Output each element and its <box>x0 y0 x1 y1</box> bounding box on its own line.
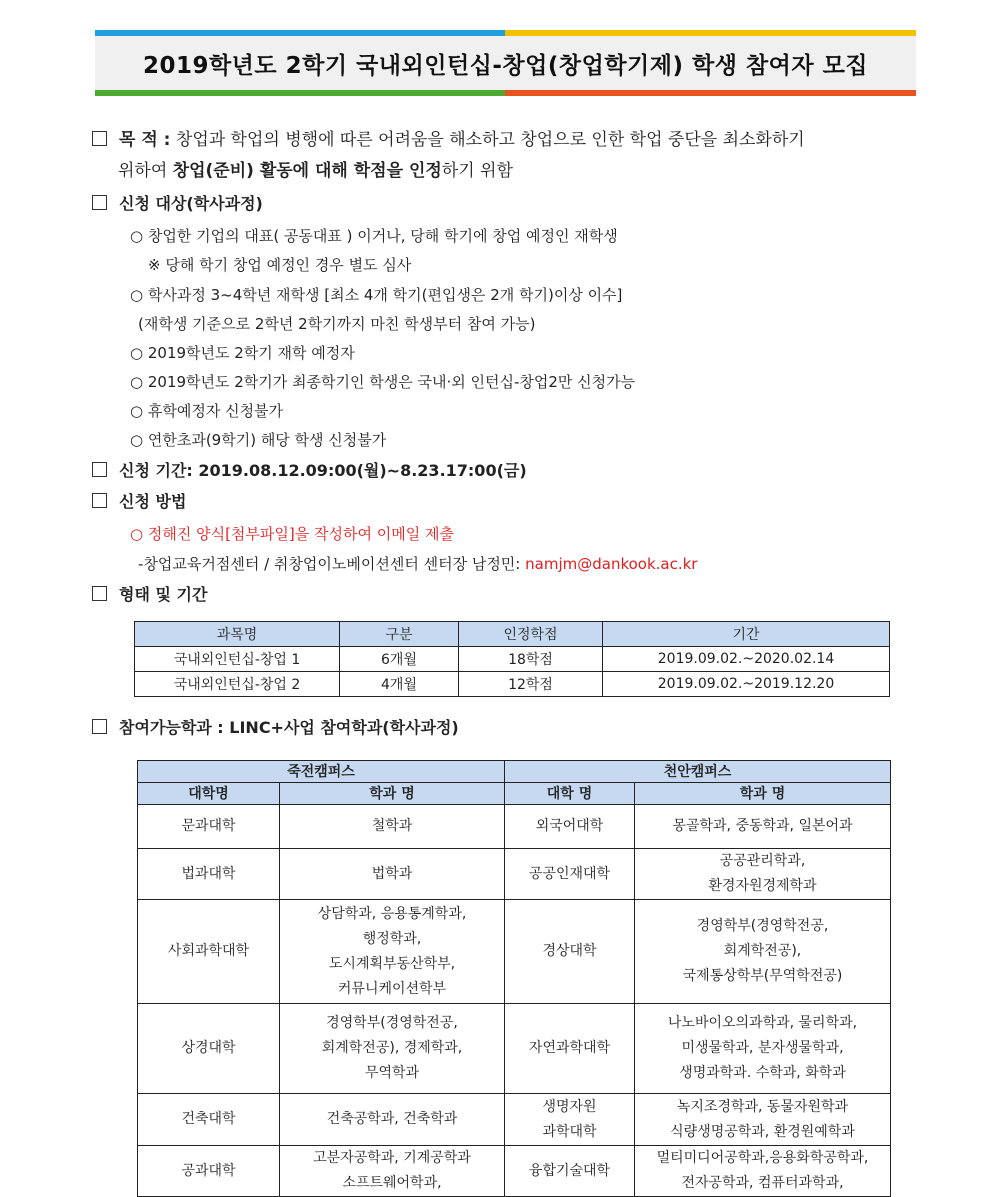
dept-line: 법학과 <box>371 865 413 882</box>
eligibility-item: ○ 학사과정 3~4학년 재학생 [최소 4개 학기(편입생은 2개 학기)이상 이수] <box>130 286 623 304</box>
method-line2 <box>138 554 697 574</box>
purpose-line2 <box>118 161 513 181</box>
campus-cheonan: 천안캠퍼스 <box>505 761 891 783</box>
college-name: 공과대학 <box>181 1162 236 1179</box>
col-credit: 인정학점 <box>459 622 603 647</box>
table-row <box>135 647 890 672</box>
dept-line: 소프트웨어학과, <box>342 1175 442 1191</box>
dept-line: 철학과 <box>371 818 413 834</box>
eligibility-heading <box>92 194 263 214</box>
dept-line: 커뮤니케이션학부 <box>337 980 447 997</box>
dept-line: 공공관리학과, <box>719 853 806 869</box>
checkbox-icon <box>92 195 107 210</box>
college-name: 상경대학 <box>181 1040 236 1056</box>
college-cell <box>138 849 280 900</box>
dept-line: 경영학부(경영학전공, <box>696 918 829 934</box>
purpose-label: 목 적 : <box>119 130 171 150</box>
dept-line: 미생물학과, 분자생물학과, <box>681 1040 844 1056</box>
college-name: 경상대학 <box>542 943 597 959</box>
dept-cell <box>280 1004 505 1094</box>
dept-line: 상담학과, 응용통계학과, <box>317 905 467 922</box>
college-name: 공공인재대학 <box>528 865 611 882</box>
college-cell <box>138 1146 280 1197</box>
dept-cell <box>280 1094 505 1146</box>
college-name: 법과대학 <box>181 865 236 882</box>
table-cell: 2019.09.02.~2019.12.20 <box>603 672 890 697</box>
college-cell <box>505 900 635 1004</box>
purpose-line1 <box>92 130 805 150</box>
method-heading <box>92 492 186 512</box>
college-name: 자연과학대학 <box>528 1040 611 1056</box>
column-header-row <box>138 783 891 805</box>
dept-line: 생명과학과. 수학과, 화학과 <box>679 1065 846 1081</box>
college-cell <box>138 1094 280 1146</box>
table-cell: 6개월 <box>340 647 459 672</box>
eligibility-item: ○ 2019학년도 2학기 재학 예정자 <box>130 344 355 362</box>
purpose-pre: 위하여 <box>118 161 173 181</box>
dept-cell <box>635 900 891 1004</box>
type-period-heading-text: 형태 및 기간 <box>119 585 208 604</box>
college-cell <box>505 1094 635 1146</box>
departments-table <box>137 760 891 1197</box>
email-link[interactable]: namjm@dankook.ac.kr <box>525 555 698 573</box>
dept-line: 국제통상학부(무역학전공) <box>682 968 843 984</box>
table-cell: 18학점 <box>459 647 603 672</box>
campus-header-row <box>138 761 891 783</box>
table-cell: 12학점 <box>459 672 603 697</box>
dept-line: 몽골학과, 중동학과, 일본어과 <box>672 818 853 834</box>
col-type: 구분 <box>340 622 459 647</box>
eligibility-note: (재학생 기준으로 2학년 2학기까지 마친 학생부터 참여 가능) <box>138 315 536 333</box>
col-dept: 학과 명 <box>280 783 505 805</box>
eligibility-heading-text: 신청 대상(학사과정) <box>119 194 263 213</box>
table-cell: 국내외인턴십-창업 2 <box>135 672 340 697</box>
table-row <box>138 1094 891 1146</box>
dept-cell <box>280 900 505 1004</box>
college-name: 건축대학 <box>181 1111 236 1127</box>
dept-cell <box>635 1146 891 1197</box>
table-row <box>138 805 891 849</box>
college-cell <box>505 1146 635 1197</box>
dept-line: 멀티미디어공학과,응용화학공학과, <box>656 1150 869 1166</box>
dept-line: 회계학전공), 경제학과, <box>321 1040 463 1056</box>
dept-line: 식량생명공학과, 환경원예학과 <box>670 1123 855 1140</box>
eligibility-item: ○ 연한초과(9학기) 해당 학생 신청불가 <box>130 431 387 449</box>
eligibility-item: ○ 창업한 기업의 대표( 공동대표 ) 이거나, 당해 학기에 창업 예정인 재학생 <box>130 227 618 245</box>
college-name: 융합기술대학 <box>528 1162 611 1179</box>
college-name: 과학대학 <box>542 1123 597 1140</box>
checkbox-icon <box>92 586 107 601</box>
college-cell <box>138 1004 280 1094</box>
table-cell: 국내외인턴십-창업 1 <box>135 647 340 672</box>
departments-heading <box>92 718 459 738</box>
dept-line: 건축공학과, 건축학과 <box>326 1111 458 1127</box>
table-row <box>138 849 891 900</box>
college-name: 생명자원 <box>542 1098 597 1115</box>
eligibility-note: ※ 당해 학기 창업 예정인 경우 별도 심사 <box>148 256 412 274</box>
dept-line: 무역학과 <box>364 1065 420 1081</box>
col-subject: 과목명 <box>135 622 340 647</box>
campus-jukjeon: 죽전캠퍼스 <box>138 761 505 783</box>
table-row <box>138 1146 891 1197</box>
departments-heading-text: 참여가능학과 : LINC+사업 참여학과(학사과정) <box>119 718 459 737</box>
purpose-bold: 창업(준비) 활동에 대해 학점을 인정 <box>172 161 442 181</box>
checkbox-icon <box>92 493 107 508</box>
table-row <box>138 900 891 1004</box>
purpose-post: 하기 위함 <box>441 161 513 181</box>
dept-cell <box>635 805 891 849</box>
table-cell: 2019.09.02.~2020.02.14 <box>603 647 890 672</box>
dept-line: 환경자원경제학과 <box>708 878 817 894</box>
dept-line: 고분자공학과, 기계공학과 <box>313 1150 471 1166</box>
college-name: 사회과학대학 <box>167 943 250 959</box>
college-cell <box>505 849 635 900</box>
method-contact: -창업교육거점센터 / 취창업이노베이션센터 센터장 남정민: <box>138 555 521 573</box>
college-cell <box>138 900 280 1004</box>
dept-cell <box>280 1146 505 1197</box>
dept-line: 행정학과, <box>362 930 422 947</box>
page-title: 2019학년도 2학기 국내외인턴십-창업(창업학기제) 학생 참여자 모집 <box>95 36 916 90</box>
college-cell <box>138 805 280 849</box>
dept-cell <box>635 1094 891 1146</box>
table-row <box>135 672 890 697</box>
dept-line: 나노바이오의과학과, 물리학과, <box>667 1015 858 1031</box>
title-bottom-bar <box>95 90 916 96</box>
type-period-table <box>134 621 890 697</box>
dept-line: 회계학전공), <box>723 943 802 959</box>
col-dept2: 학과 명 <box>635 783 891 805</box>
dept-line: 경영학부(경영학전공, <box>326 1015 458 1031</box>
method-line1: ○ 정해진 양식[첨부파일]을 작성하여 이메일 제출 <box>130 525 454 543</box>
college-cell <box>505 1004 635 1094</box>
period-heading: 신청 기간: <box>119 461 193 480</box>
col-college2: 대학 명 <box>505 783 635 805</box>
dept-cell <box>280 849 505 900</box>
purpose-text: 창업과 학업의 병행에 따른 어려움을 해소하고 창업으로 인한 학업 중단을 최소화하기 <box>175 130 805 150</box>
table-header-row <box>135 622 890 647</box>
checkbox-icon <box>92 462 107 477</box>
eligibility-item: ○ 휴학예정자 신청불가 <box>130 402 284 420</box>
college-name: 외국어대학 <box>535 818 604 834</box>
checkbox-icon <box>92 719 107 734</box>
college-cell <box>505 805 635 849</box>
type-period-heading <box>92 585 207 605</box>
dept-line: 녹지조경학과, 동물자원학과 <box>676 1098 849 1115</box>
dept-line: 전자공학과, 컴퓨터과학과, <box>681 1175 844 1191</box>
col-period: 기간 <box>603 622 890 647</box>
dept-cell <box>635 1004 891 1094</box>
table-row <box>138 1004 891 1094</box>
period-line <box>92 461 527 481</box>
period-value: 2019.08.12.09:00(월)~8.23.17:00(금) <box>198 461 527 480</box>
col-college: 대학명 <box>138 783 280 805</box>
method-heading-text: 신청 방법 <box>119 492 187 511</box>
dept-cell <box>635 849 891 900</box>
dept-cell <box>280 805 505 849</box>
checkbox-icon <box>92 131 107 146</box>
eligibility-item: ○ 2019학년도 2학기가 최종학기인 학생은 국내·외 인턴십-창업2만 신청가능 <box>130 373 636 391</box>
dept-line: 도시계획부동산학부, <box>328 955 456 972</box>
college-name: 문과대학 <box>181 818 236 834</box>
table-cell: 4개월 <box>340 672 459 697</box>
